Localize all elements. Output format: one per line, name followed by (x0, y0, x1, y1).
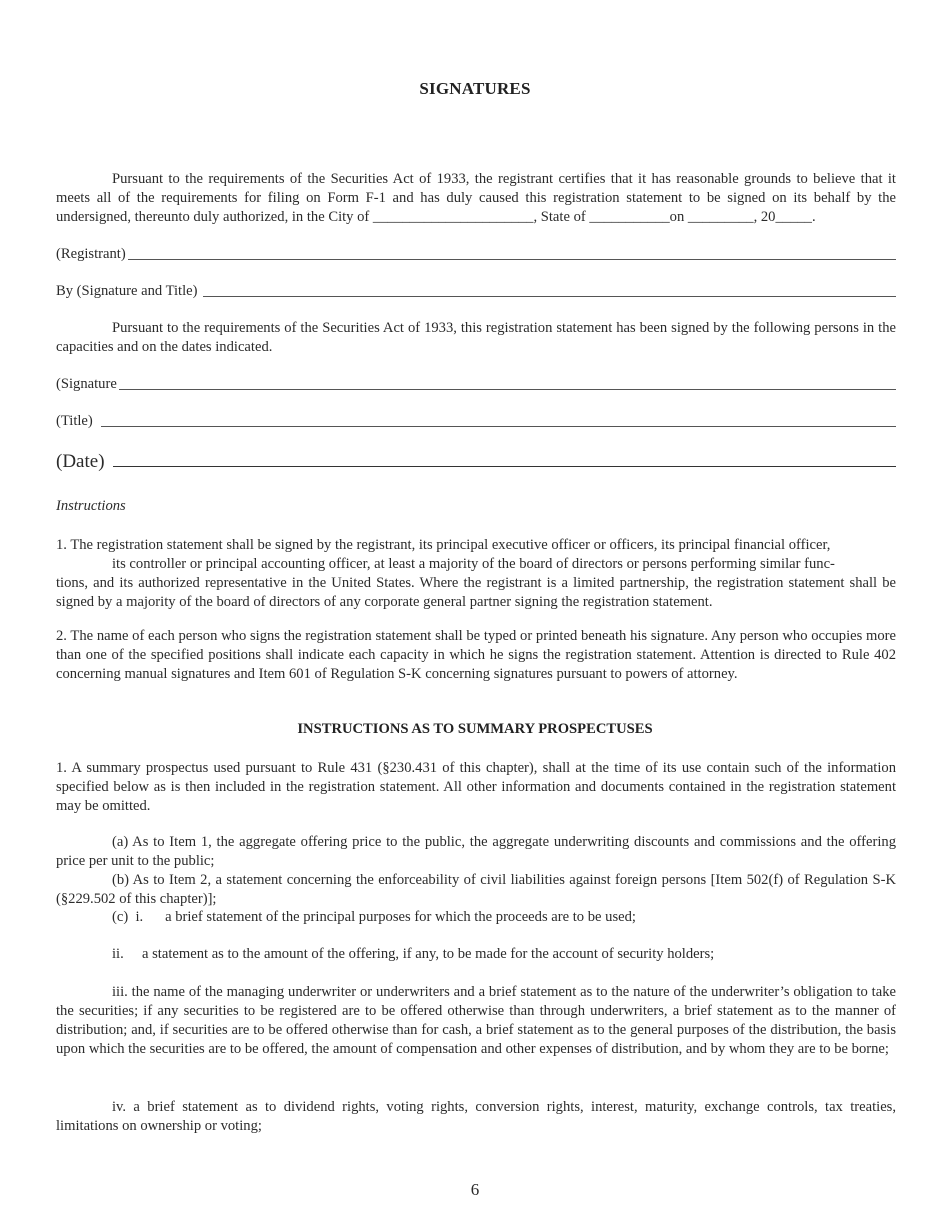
certification-paragraph: Pursuant to the requirements of the Securities Act of 1933, the registrant certifies that it has reasonable grounds to believe that it meets all of the requirements for filing on Form F-1 and has duly caused this registration statement to be signed on its behalf by the undersigned, thereunto duly authorized, in the City of ______________________, State of ___________on _________, 20_____. (56, 171, 896, 225)
item-c-iii: iii. the name of the managing underwriter or underwriters and a brief statement as to the nature of the underwriter’s obligation to take the securities; if any securities to be registered are to be offered otherwise than through underwriters, a brief statement as to the manner of distribution; and, if securities are to be offered otherwise than for cash, a brief statement as to the general purposes of the distribution, the basis upon which the securities are to be offered, the amount of compensation and other expenses of distribution, and by whom they are to be borne; (56, 984, 896, 1057)
signature-line (56, 375, 896, 394)
signature-blank (119, 389, 896, 390)
by-signature-label: By (Signature and Title) (56, 283, 198, 299)
by-signature-blank (203, 296, 896, 297)
signature-label: (Signature (56, 376, 117, 392)
date-line (56, 452, 896, 471)
by-signature-line (56, 282, 896, 301)
item-a: (a) As to Item 1, the aggregate offering price to the public, the aggregate underwriting discounts and commissions and the offering price per unit to the public; (56, 834, 896, 869)
registrant-line (56, 245, 896, 264)
title-label: (Title) (56, 413, 93, 429)
item-c-ii: ii. a statement as to the amount of the offering, if any, to be made for the account of security holders; (112, 946, 715, 962)
instruction-1-rest: tions, and its authorized representative in the United States. Where the registrant is a limited partnership, the registration statement shall be signed by a majority of the board of directors of any corporate general partner signing the registration statement. (56, 575, 896, 610)
date-blank (113, 466, 896, 467)
item-b: (b) As to Item 2, a statement concerning the enforceability of civil liabilities against foreign persons [Item 502(f) of Regulation S-K (§229.502 of this chapter)]; (56, 872, 896, 907)
summary-instruction-1: 1. A summary prospectus used pursuant to Rule 431 (§230.431 of this chapter), shall at the time of its use contain such of the information specified below as is then included in the registration statement. All other information and documents contained in the registration statement may be omitted. (56, 760, 896, 814)
item-c-i: (c) i. a brief statement of the principal purposes for which the proceeds are to be used; (112, 909, 636, 925)
instructions-heading: Instructions (56, 498, 126, 514)
item-c-iv: iv. a brief statement as to dividend rights, voting rights, conversion rights, interest, maturity, exchange controls, tax treaties, limitations on ownership or voting; (56, 1099, 896, 1134)
signed-by-paragraph: Pursuant to the requirements of the Securities Act of 1933, this registration statement has been signed by the following persons in the capacities and on the dates indicated. (56, 320, 896, 355)
page-number: 6 (470, 1180, 480, 1199)
date-label: (Date) (56, 451, 105, 472)
instruction-1 (56, 536, 896, 612)
summary-prospectus-heading: INSTRUCTIONS AS TO SUMMARY PROSPECTUSES (297, 721, 653, 737)
instruction-2: 2. The name of each person who signs the registration statement shall be typed or printed beneath his signature. Any person who occupies more than one of the specified positions shall indicate each capacity in which he signs the registration statement. Attention is directed to Rule 402 concerning manual signatures and Item 601 of Regulation S-K concerning signatures pursuant to powers of attorney. (56, 628, 896, 682)
instruction-1-line-1: 1. The registration statement shall be signed by the registrant, its principal executive officer or officers, its principal financial officer, (56, 537, 831, 553)
instruction-1-line-2: its controller or principal accounting officer, at least a majority of the board of directors or persons performing similar func- (112, 556, 835, 572)
title-blank (101, 426, 896, 427)
page-title: SIGNATURES (419, 79, 531, 98)
registrant-blank (128, 259, 896, 260)
title-line (56, 412, 896, 431)
registrant-label: (Registrant) (56, 246, 126, 262)
